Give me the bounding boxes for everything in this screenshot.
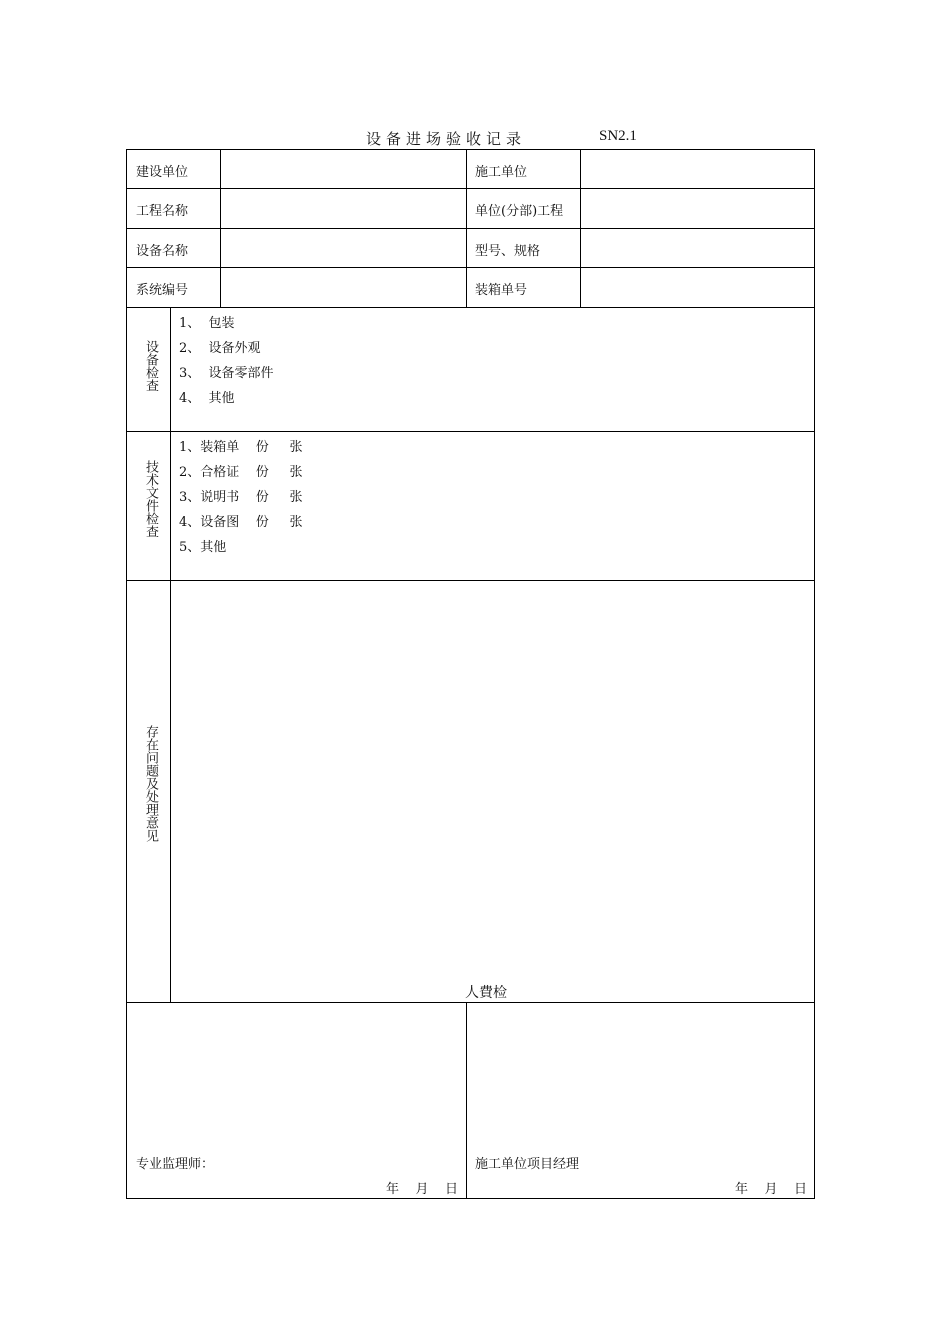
- row-divider: [126, 1002, 815, 1003]
- issues-footer-text: 人費检: [465, 985, 507, 1001]
- supervisor-signature-date: 年 月 日: [386, 1182, 459, 1197]
- tech-docs-item: 4、设备图 份 张: [179, 515, 303, 530]
- contractor-manager-label: 施工单位项目经理: [475, 1157, 580, 1172]
- equipment-check-item: 3、 设备零部件: [179, 366, 274, 381]
- info-label-left: 工程名称: [136, 204, 189, 219]
- tech-docs-item: 3、说明书 份 张: [179, 490, 303, 505]
- supervisor-signature-label: 专业监理师：: [136, 1157, 215, 1172]
- info-label-left: 建设单位: [136, 165, 189, 180]
- info-label-right: 型号、规格: [475, 244, 541, 259]
- info-field-left[interactable]: [228, 240, 460, 258]
- col-divider: [220, 149, 221, 307]
- info-label-right: 施工单位: [475, 165, 528, 180]
- col-divider: [170, 307, 171, 1002]
- page-title: 设备进场验收记录: [366, 130, 527, 148]
- equipment-check-item: 4、 其他: [179, 391, 235, 406]
- tech-docs-item: 1、装箱单 份 张: [179, 440, 303, 455]
- info-label-left: 系统编号: [136, 283, 189, 298]
- col-divider: [466, 149, 467, 307]
- info-field-left[interactable]: [228, 200, 460, 218]
- issues-label: 存在问题及处理意见: [143, 725, 158, 842]
- col-divider: [580, 149, 581, 307]
- contractor-manager-date: 年 月 日: [735, 1182, 808, 1197]
- issues-text-area[interactable]: [172, 582, 812, 977]
- tech-docs-item: 5、其他: [179, 540, 227, 555]
- form-code: SN2.1: [599, 128, 637, 144]
- row-divider: [126, 580, 815, 581]
- equipment-check-item: 2、 设备外观: [179, 341, 261, 356]
- info-field-right[interactable]: [588, 279, 808, 297]
- row-divider: [126, 307, 815, 308]
- info-field-left[interactable]: [228, 279, 460, 297]
- equipment-check-label: 设备检查: [143, 340, 158, 392]
- info-label-right: 装箱单号: [475, 283, 528, 298]
- row-divider: [126, 431, 815, 432]
- info-field-right[interactable]: [588, 161, 808, 179]
- info-label-right: 单位(分部)工程: [475, 204, 564, 219]
- row-divider: [126, 267, 815, 268]
- col-divider: [466, 1002, 467, 1199]
- tech-docs-check-label: 技术文件检查: [143, 460, 158, 538]
- info-field-left[interactable]: [228, 161, 460, 179]
- info-field-right[interactable]: [588, 200, 808, 218]
- row-divider: [126, 228, 815, 229]
- row-divider: [126, 188, 815, 189]
- info-field-right[interactable]: [588, 240, 808, 258]
- equipment-check-item: 1、 包装: [179, 316, 235, 331]
- info-label-left: 设备名称: [136, 244, 189, 259]
- tech-docs-item: 2、合格证 份 张: [179, 465, 303, 480]
